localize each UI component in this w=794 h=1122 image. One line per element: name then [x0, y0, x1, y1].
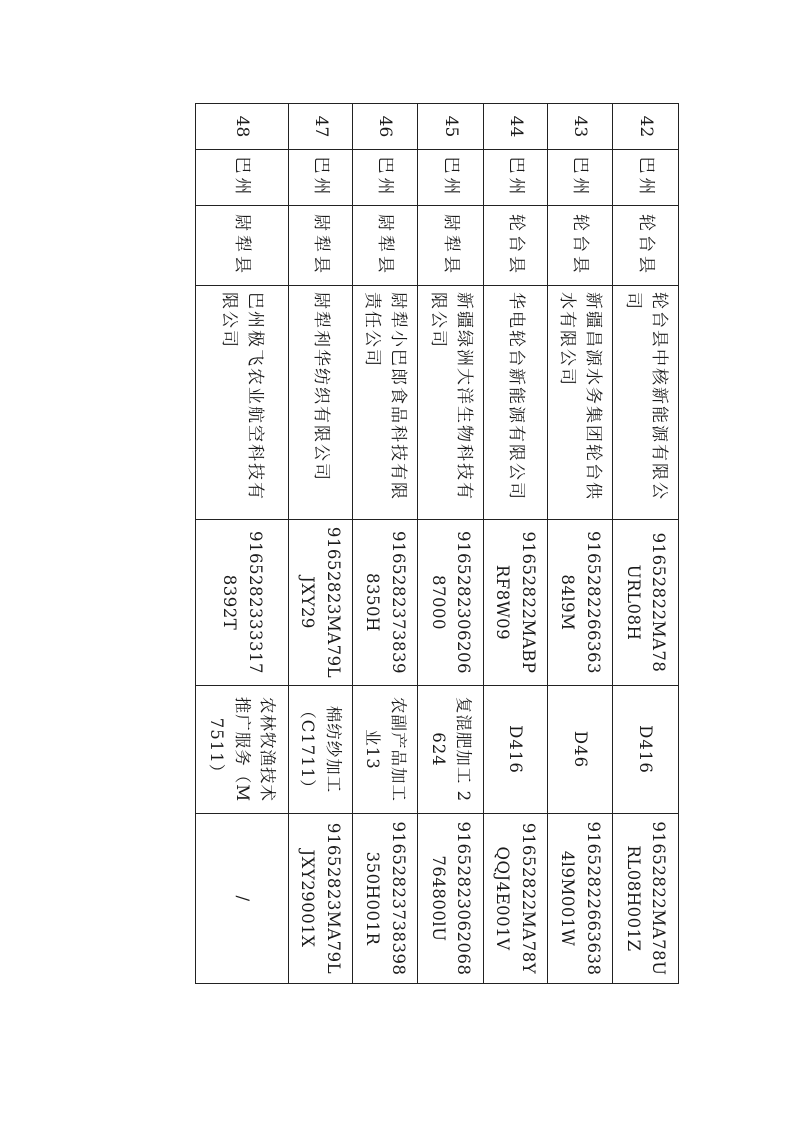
company-cell: 尉犁利华纺织有限公司: [288, 286, 352, 520]
pollution-permit-table: [195, 103, 679, 984]
industry-cell: D46: [547, 686, 613, 814]
credit-code-cell: 91652822MABPRF8W09: [483, 520, 547, 686]
county-cell: 尉犁县: [288, 206, 352, 286]
company-cell: 新疆昌源水务集团轮台供水有限公司: [547, 286, 613, 520]
credit-code-cell: 91652823MA79LJXY29: [288, 520, 352, 686]
row-number: 45: [418, 104, 484, 150]
credit-code-cell: 91652823333178392T: [196, 520, 289, 686]
license-number-cell: 91652822MA78URL08H001Z: [613, 814, 679, 984]
table-row: [483, 104, 547, 984]
credit-code-cell: 91652822MA78URL08H: [613, 520, 679, 686]
row-number: 42: [613, 104, 679, 150]
credit-code-cell: 916528230620687000: [418, 520, 484, 686]
county-cell: 尉犁县: [418, 206, 484, 286]
company-cell: 华电轮台新能源有限公司: [483, 286, 547, 520]
industry-cell: 复混肥加工 2624: [418, 686, 484, 814]
prefecture-cell: 巴州: [352, 150, 418, 206]
prefecture-cell: 巴州: [196, 150, 289, 206]
industry-cell: 农林牧渔技术推广服务（M7511）: [196, 686, 289, 814]
row-number: 47: [288, 104, 352, 150]
license-number-cell: /: [196, 814, 289, 984]
license-number-cell: 91652823062068764800lU: [418, 814, 484, 984]
county-cell: 轮台县: [613, 206, 679, 286]
row-number: 43: [547, 104, 613, 150]
county-cell: 尉犁县: [196, 206, 289, 286]
county-cell: 尉犁县: [352, 206, 418, 286]
table-row: [613, 104, 679, 984]
county-cell: 轮台县: [547, 206, 613, 286]
prefecture-cell: 巴州: [288, 150, 352, 206]
rotated-table-wrapper: [195, 103, 679, 983]
industry-cell: 农副产品加工业13: [352, 686, 418, 814]
county-cell: 轮台县: [483, 206, 547, 286]
company-cell: 巴州极飞农业航空科技有限公司: [196, 286, 289, 520]
row-number: 44: [483, 104, 547, 150]
table-row: [288, 104, 352, 984]
company-cell: 尉犁小巴郎食品科技有限责任公司: [352, 286, 418, 520]
license-number-cell: 916528226636384l9M001W: [547, 814, 613, 984]
company-cell: 新疆绿洲大洋生物科技有限公司: [418, 286, 484, 520]
industry-cell: D416: [613, 686, 679, 814]
credit-code-cell: 91652823738398350H: [352, 520, 418, 686]
row-number: 48: [196, 104, 289, 150]
industry-cell: 棉纺纱加工（C1711）: [288, 686, 352, 814]
license-number-cell: 91652823738398350H001R: [352, 814, 418, 984]
license-number-cell: 91652822MA78YQQJ4E001V: [483, 814, 547, 984]
prefecture-cell: 巴州: [613, 150, 679, 206]
table-row: [352, 104, 418, 984]
table-row: [547, 104, 613, 984]
industry-cell: D416: [483, 686, 547, 814]
table-row: [196, 104, 289, 984]
credit-code-cell: 916528226636384l9M: [547, 520, 613, 686]
license-number-cell: 91652823MA79LJXY29001X: [288, 814, 352, 984]
table-row: [418, 104, 484, 984]
row-number: 46: [352, 104, 418, 150]
prefecture-cell: 巴州: [547, 150, 613, 206]
prefecture-cell: 巴州: [483, 150, 547, 206]
company-cell: 轮台县中核新能源有限公司: [613, 286, 679, 520]
prefecture-cell: 巴州: [418, 150, 484, 206]
